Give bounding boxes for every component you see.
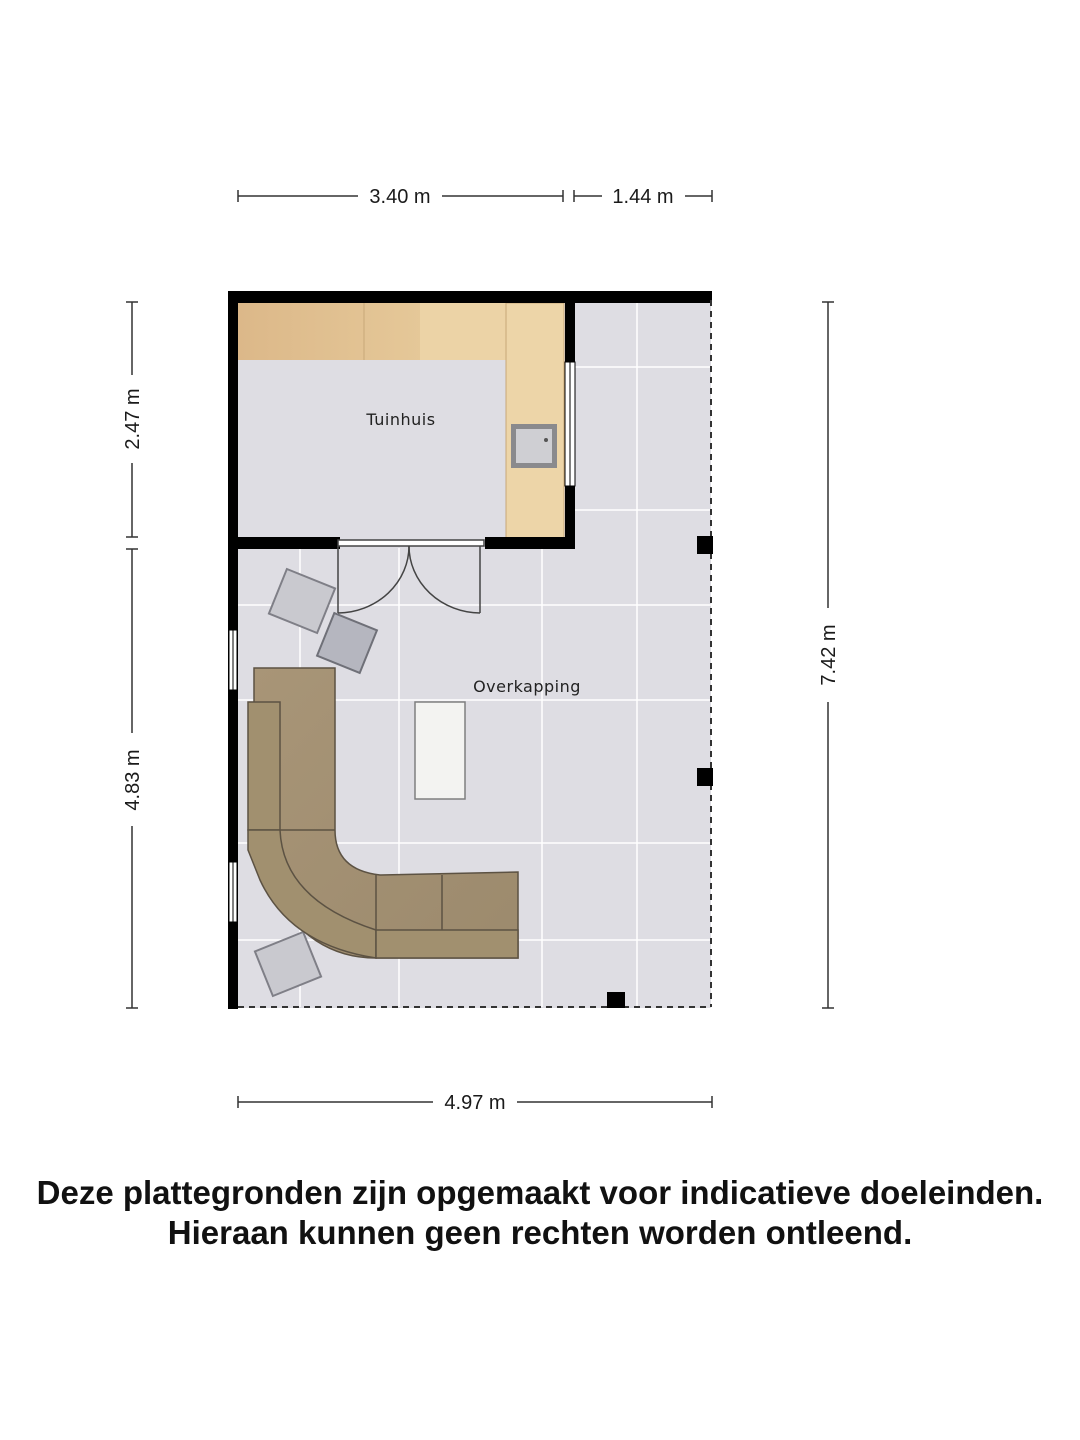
dimension-label: 2.47 m [122,388,144,450]
dimension-label: 3.40 m [369,186,431,208]
room-label-overkapping: Overkapping [473,677,581,696]
dimension-left-lower [122,549,144,1008]
disclaimer-line-2: Hieraan kunnen geen rechten worden ontleend. [167,1214,913,1251]
sink-icon [511,424,557,468]
disclaimer-line-1: Deze plattegronden zijn opgemaakt voor indicatieve doeleinden. [36,1174,1044,1211]
dimension-label: 4.97 m [444,1092,506,1114]
dimension-top-left [238,186,563,208]
coffee-table [415,702,465,799]
dimension-bottom [238,1092,712,1114]
dimension-top-right [574,186,712,208]
dimension-label: 7.42 m [818,624,840,686]
dimension-label: 1.44 m [612,186,674,208]
dimension-right [818,302,840,1008]
dimension-label: 4.83 m [122,749,144,811]
room-label-tuinhuis: Tuinhuis [366,410,436,429]
dimension-left-upper [122,302,144,537]
